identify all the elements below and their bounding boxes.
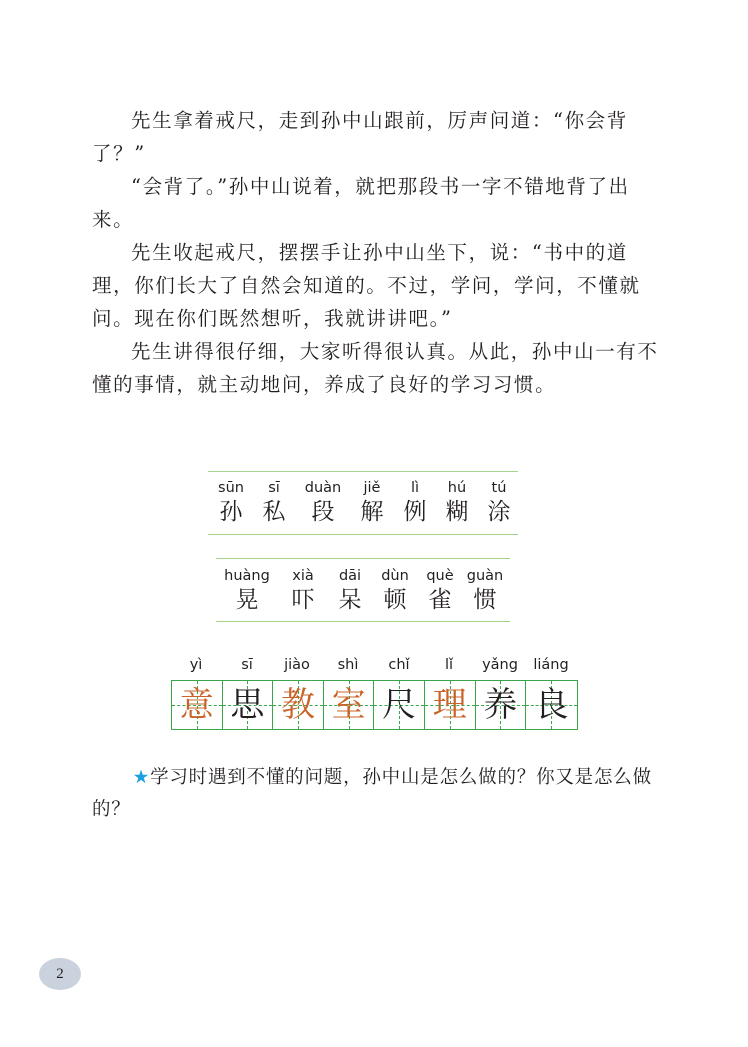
grid-cell	[273, 681, 324, 729]
write-pinyin: shì	[337, 657, 359, 673]
grid-cell	[223, 681, 274, 729]
recognize-chars-row-2	[216, 558, 510, 622]
char-cell	[255, 479, 293, 527]
pinyin: huàng	[224, 568, 270, 584]
recognize-chars-row-1	[208, 471, 518, 535]
star-icon: ★	[132, 767, 151, 788]
pinyin: sī	[268, 480, 280, 496]
paragraph: 先生讲得很仔细，大家听得很认真。从此，孙中山一有不懂的事情，就主动地问，养成了良好的学习习惯。	[92, 340, 659, 396]
char-cell	[298, 479, 348, 527]
char-cell	[420, 567, 460, 615]
char-cell	[353, 479, 391, 527]
hanzi: 糊	[445, 499, 469, 525]
story-text	[92, 104, 662, 401]
write-pinyin: lǐ	[444, 657, 454, 673]
char-cell	[480, 479, 518, 527]
page-number: 2	[39, 958, 81, 990]
pinyin: sūn	[218, 480, 244, 496]
char-cell	[212, 479, 250, 527]
pinyin: hú	[447, 480, 467, 496]
hanzi: 顿	[383, 587, 407, 613]
char-cell	[329, 567, 371, 615]
hanzi: 惯	[473, 587, 497, 613]
write-char: 意	[179, 685, 214, 725]
grid-cell	[172, 681, 223, 729]
hanzi: 私	[262, 499, 286, 525]
hanzi: 呆	[338, 587, 362, 613]
pinyin: xià	[292, 568, 314, 584]
write-char: 良	[534, 685, 569, 725]
hanzi: 涂	[487, 499, 511, 525]
write-pinyin: chǐ	[388, 657, 410, 673]
hanzi: 解	[360, 499, 384, 525]
write-pinyin: yǎng	[482, 657, 518, 673]
pinyin: duàn	[304, 480, 342, 496]
paragraph: “会背了。”孙中山说着，就把那段书一字不错地背了出来。	[92, 175, 630, 231]
paragraph: 先生收起戒尺，摆摆手让孙中山坐下，说：“书中的道理，你们长大了自然会知道的。不过，学问，学问，不懂就问。现在你们既然想听，我就讲讲吧。”	[92, 241, 641, 330]
write-char: 教	[280, 685, 315, 725]
hanzi: 晃	[235, 587, 259, 613]
hanzi: 段	[311, 499, 335, 525]
char-cell	[282, 567, 324, 615]
grid-cell	[324, 681, 375, 729]
pinyin: tú	[491, 480, 507, 496]
write-char: 养	[483, 685, 518, 725]
pinyin: guàn	[466, 568, 504, 584]
writing-grid	[171, 680, 578, 730]
char-cell	[438, 479, 476, 527]
write-char: 室	[331, 685, 366, 725]
char-cell	[462, 567, 508, 615]
pinyin: jiě	[363, 480, 381, 496]
pinyin: dùn	[381, 568, 409, 584]
write-pinyin: yì	[189, 657, 203, 673]
question-text: 学习时遇到不懂的问题，孙中山是怎么做的？你又是怎么做的？	[92, 767, 652, 820]
write-pinyin: sī	[241, 657, 253, 673]
write-char: 思	[230, 685, 265, 725]
write-pinyin: liáng	[533, 657, 569, 673]
grid-cell	[476, 681, 527, 729]
grid-cell	[526, 681, 577, 729]
grid-cell	[425, 681, 476, 729]
write-char: 尺	[382, 685, 417, 725]
hanzi: 例	[403, 499, 427, 525]
paragraph: 先生拿着戒尺，走到孙中山跟前，厉声问道：“你会背了？”	[92, 109, 628, 165]
hanzi: 孙	[219, 499, 243, 525]
write-char: 理	[432, 685, 467, 725]
hanzi: 吓	[291, 587, 315, 613]
char-cell	[374, 567, 416, 615]
pinyin: dāi	[338, 568, 362, 584]
char-cell	[396, 479, 434, 527]
char-cell	[218, 567, 276, 615]
grid-cell	[374, 681, 425, 729]
pinyin: què	[426, 568, 454, 584]
hanzi: 雀	[428, 587, 452, 613]
pinyin: lì	[410, 480, 420, 496]
write-pinyin: jiào	[284, 657, 310, 673]
discussion-question	[92, 762, 662, 826]
